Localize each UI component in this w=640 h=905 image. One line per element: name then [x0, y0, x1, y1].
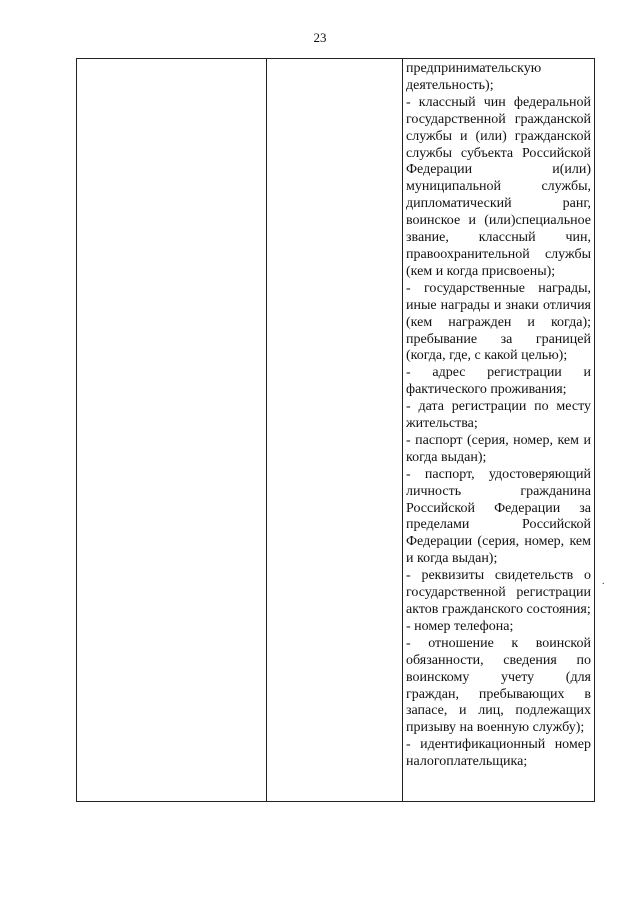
table-cell-personal-data [403, 59, 595, 802]
list-item: - номер телефона; [406, 618, 514, 634]
list-item: - паспорт (серия, номер, кем и когда выдан); [406, 432, 591, 465]
list-item: - идентификационный номер налогоплательщика; [406, 737, 591, 770]
list-item: - классный чин федеральной государственной гражданской службы и (или) гражданской службы субъекта Российской Федерации и(или) муниципальной службы, дипломатический ранг, воинское и (или)специальное звание, классный чин, правоохранительной службы (кем и когда присвоены); [406, 94, 591, 279]
list-item: предпринимательскую деятельность); [406, 61, 542, 93]
table-cell-empty-1 [77, 59, 267, 802]
list-item: - дата регистрации по месту жительства; [406, 399, 591, 432]
page-number: 23 [313, 30, 327, 45]
list-item: - реквизиты свидетельств о государственной регистрации актов гражданского состояния; [406, 568, 591, 617]
list-item: - государственные награды, иные награды и знаки отличия (кем награжден и когда); пребывание за границей (когда, где, с какой целью); [406, 280, 591, 364]
list-item: - адрес регистрации и фактического проживания; [406, 365, 591, 398]
table-row [77, 59, 595, 802]
document-table [76, 58, 595, 802]
scan-speck: . [602, 576, 605, 587]
list-item: - отношение к воинской обязанности, сведения по воинскому учету (для граждан, пребывающих в запасе, и лиц, подлежащих призыву на военную службу); [406, 635, 591, 736]
personal-data-list [403, 59, 594, 771]
table-cell-empty-2 [267, 59, 403, 802]
cell-1-text [77, 59, 266, 61]
list-item: - паспорт, удостоверяющий личность гражданина Российской Федерации за пределами Российской Федерации (серия, номер, кем и когда выдан); [406, 466, 591, 567]
cell-2-text [267, 59, 402, 61]
